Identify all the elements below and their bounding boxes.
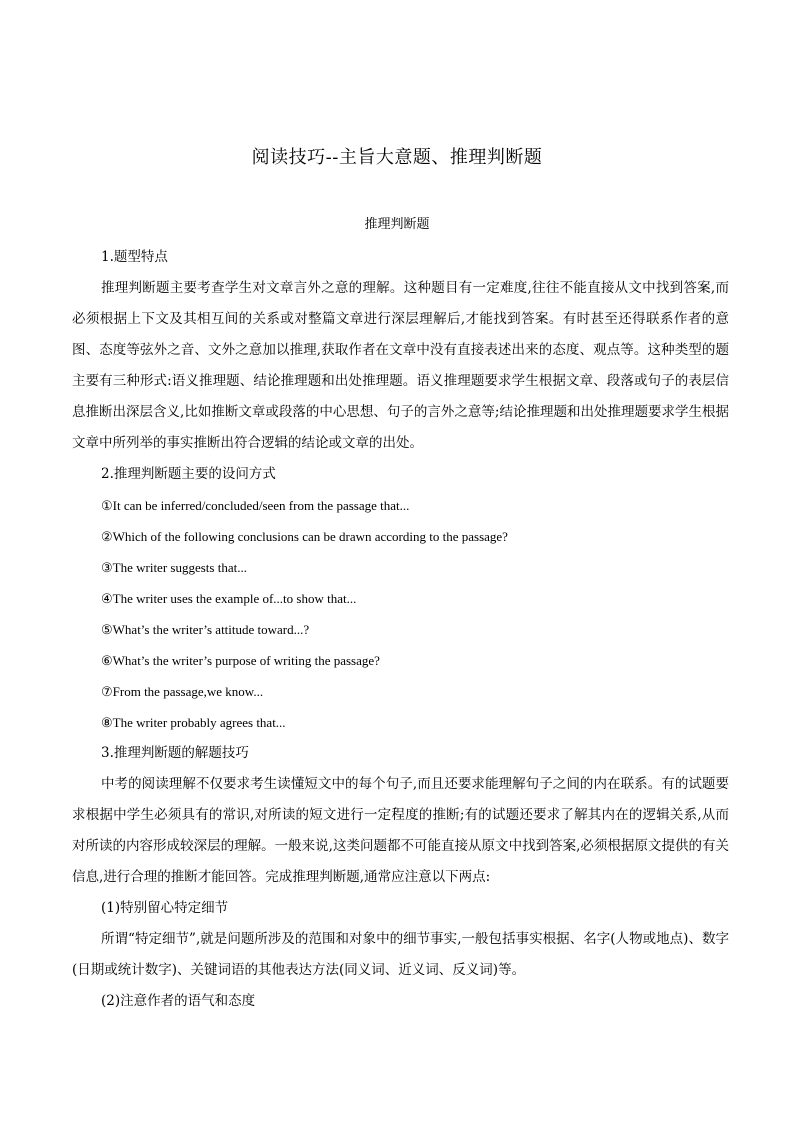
section-subtitle: 推理判断题 [364, 217, 430, 232]
question-form-item: ②Which of the following conclusions can be drawn according to the passage? [101, 529, 508, 544]
document-body [72, 242, 729, 1017]
point1-heading: (1)特别留心特定细节 [101, 900, 229, 916]
question-form-item: ①It can be inferred/concluded/seen from the passage that... [101, 498, 410, 513]
question-form-item: ⑤What’s the writer’s attitude toward...? [101, 622, 310, 637]
point2-heading: (2)注意作者的语气和态度 [101, 993, 256, 1009]
section2-heading: 2.推理判断题主要的设问方式 [101, 466, 276, 482]
question-form-item: ④The writer uses the example of...to show that... [101, 591, 357, 606]
document-title: 阅读技巧--主旨大意题、推理判断题 [251, 147, 543, 168]
question-form-item: ⑥What’s the writer’s purpose of writing the passage? [101, 653, 380, 668]
question-form-item: ⑧The writer probably agrees that... [101, 715, 286, 730]
section1-paragraph: 推理判断题主要考查学生对文章言外之意的理解。这种题目有一定难度,往往不能直接从文中找到答案,而必须根据上下文及其相互间的关系或对整篇文章进行深层理解后,才能找到答案。有时甚至还得联系作者的意图、态度等弦外之音、文外之意加以推理,获取作者在文章中没有直接表述出来的态度、观点等。这种类型的题主要有三种形式:语义推理题、结论推理题和出处推理题。语义推理题要求学生根据文章、段落或句子的表层信息推断出深层含义,比如推断文章或段落的中心思想、句子的言外之意等;结论推理题和出处推理题要求学生根据文章中所列举的事实推断出符合逻辑的结论或文章的出处。 [72, 280, 729, 451]
section3-paragraph: 中考的阅读理解不仅要求考生读懂短文中的每个句子,而且还要求能理解句子之间的内在联系。有的试题要求根据中学生必须具有的常识,对所读的短文进行一定程度的推断;有的试题还要求了解其内在的逻辑关系,从而对所读的内容形成较深层的理解。一般来说,这类问题都不可能直接从原文中找到答案,必须根据原文提供的有关信息,进行合理的推断才能回答。完成推理判断题,通常应注意以下两点: [72, 776, 729, 885]
question-form-item: ⑦From the passage,we know... [101, 684, 264, 699]
question-form-item: ③The writer suggests that... [101, 560, 247, 575]
point1-paragraph: 所谓“特定细节”,就是问题所涉及的范围和对象中的细节事实,一般包括事实根据、名字(人物或地点)、数字(日期或统计数字)、关键词语的其他表达方法(同义词、近义词、反义词)等。 [72, 931, 729, 978]
section1-heading: 1.题型特点 [101, 249, 168, 265]
section3-heading: 3.推理判断题的解题技巧 [101, 745, 249, 761]
